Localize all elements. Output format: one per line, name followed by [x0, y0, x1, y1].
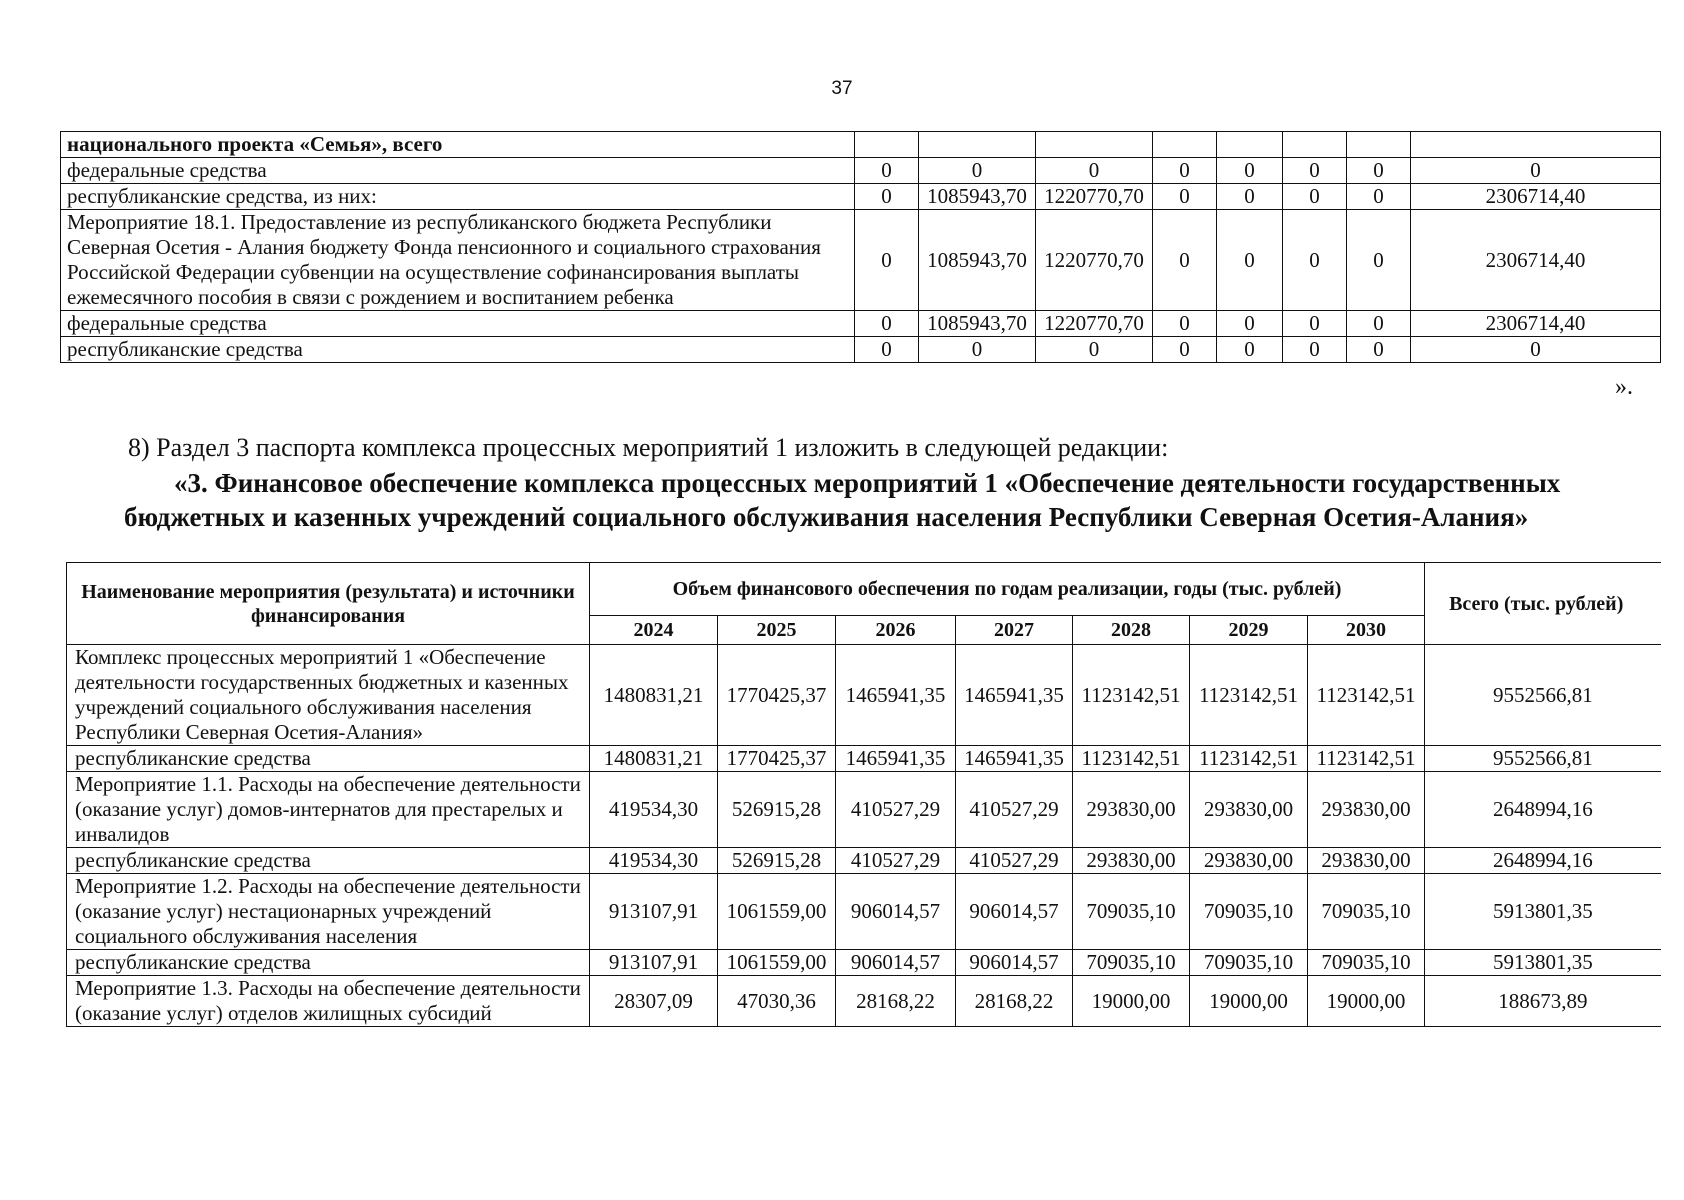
value-cell: 1085943,70 [919, 311, 1036, 337]
value-cell: 1220770,70 [1036, 210, 1153, 311]
value-cell: 1085943,70 [919, 210, 1036, 311]
value-cell: 293830,00 [1308, 772, 1425, 848]
value-cell: 0 [1411, 158, 1661, 184]
value-cell: 0 [1153, 184, 1217, 210]
value-cell: 0 [1153, 311, 1217, 337]
value-cell [1036, 132, 1153, 158]
page-number: 37 [831, 78, 853, 99]
value-cell [1283, 132, 1347, 158]
value-cell: 0 [855, 311, 919, 337]
year-header: 2028 [1073, 616, 1190, 645]
value-cell: 1465941,35 [836, 645, 956, 746]
value-cell: 28168,22 [836, 976, 956, 1027]
row-label: Мероприятие 1.3. Расходы на обеспечение деятельности (оказание услуг) отделов жилищных субсидий [67, 976, 590, 1027]
value-cell: 0 [1411, 337, 1661, 363]
row-label: федеральные средства [61, 158, 855, 184]
value-cell: 0 [1153, 210, 1217, 311]
row-label: республиканские средства [61, 337, 855, 363]
table-row [61, 132, 1661, 158]
header-volume: Объем финансового обеспечения по годам реализации, годы (тыс. рублей) [590, 563, 1425, 616]
row-label: национального проекта «Семья», всего [61, 132, 855, 158]
value-cell: 28307,09 [590, 976, 718, 1027]
value-cell [919, 132, 1036, 158]
value-cell: 1123142,51 [1308, 645, 1425, 746]
total-cell: 2648994,16 [1425, 772, 1661, 848]
value-cell: 1480831,21 [590, 645, 718, 746]
value-cell: 709035,10 [1308, 950, 1425, 976]
value-cell: 293830,00 [1190, 772, 1308, 848]
value-cell: 0 [855, 337, 919, 363]
value-cell: 1061559,00 [718, 874, 836, 950]
intro-text: 8) Раздел 3 паспорта комплекса процессных мероприятий 1 изложить в следующей редакции: [128, 433, 1169, 462]
table-row [67, 950, 1661, 976]
value-cell: 410527,29 [956, 772, 1073, 848]
value-cell: 1465941,35 [956, 645, 1073, 746]
value-cell: 709035,10 [1073, 950, 1190, 976]
value-cell: 906014,57 [836, 950, 956, 976]
value-cell: 1061559,00 [718, 950, 836, 976]
value-cell: 293830,00 [1308, 848, 1425, 874]
total-cell: 9552566,81 [1425, 746, 1661, 772]
value-cell: 0 [1217, 311, 1283, 337]
value-cell [1347, 132, 1411, 158]
value-cell: 28168,22 [956, 976, 1073, 1027]
value-cell: 19000,00 [1073, 976, 1190, 1027]
value-cell: 0 [1283, 210, 1347, 311]
value-cell: 1085943,70 [919, 184, 1036, 210]
table-row [61, 337, 1661, 363]
row-label: Мероприятие 18.1. Предоставление из республиканского бюджета Республики Северная Осетия - Алания бюджету Фонда пенсионного и социального страхования Российской Федерации субвенции на осуществление софинансирования выплаты ежемесячного пособия в связи с рождением и воспитанием ребенка [61, 210, 855, 311]
value-cell [1153, 132, 1217, 158]
value-cell: 906014,57 [956, 950, 1073, 976]
row-label: Мероприятие 1.1. Расходы на обеспечение деятельности (оказание услуг) домов-интернатов для престарелых и инвалидов [67, 772, 590, 848]
value-cell: 19000,00 [1308, 976, 1425, 1027]
value-cell: 0 [1347, 311, 1411, 337]
row-label: республиканские средства [67, 950, 590, 976]
value-cell [855, 132, 919, 158]
table-row [67, 772, 1661, 848]
value-cell: 0 [1036, 158, 1153, 184]
year-header: 2025 [718, 616, 836, 645]
value-cell: 0 [1347, 184, 1411, 210]
value-cell: 1465941,35 [836, 746, 956, 772]
value-cell: 0 [855, 158, 919, 184]
value-cell: 2306714,40 [1411, 184, 1661, 210]
closing-quote: ». [1615, 374, 1633, 400]
value-cell: 0 [1283, 311, 1347, 337]
table-row [67, 746, 1661, 772]
value-cell: 906014,57 [956, 874, 1073, 950]
value-cell: 0 [855, 184, 919, 210]
year-header: 2029 [1190, 616, 1308, 645]
value-cell: 293830,00 [1190, 848, 1308, 874]
value-cell [1217, 132, 1283, 158]
value-cell: 0 [919, 158, 1036, 184]
value-cell: 0 [1217, 337, 1283, 363]
value-cell: 2306714,40 [1411, 210, 1661, 311]
value-cell: 1480831,21 [590, 746, 718, 772]
year-header: 2027 [956, 616, 1073, 645]
value-cell: 0 [855, 210, 919, 311]
row-label: республиканские средства [67, 746, 590, 772]
total-cell: 188673,89 [1425, 976, 1661, 1027]
value-cell: 0 [1036, 337, 1153, 363]
table-row [61, 311, 1661, 337]
value-cell: 0 [1217, 184, 1283, 210]
value-cell: 419534,30 [590, 848, 718, 874]
funding-table-continued [60, 131, 1661, 363]
value-cell: 293830,00 [1073, 848, 1190, 874]
value-cell: 0 [1347, 210, 1411, 311]
value-cell: 47030,36 [718, 976, 836, 1027]
value-cell: 0 [1347, 337, 1411, 363]
header-total: Всего (тыс. рублей) [1425, 563, 1661, 645]
value-cell: 0 [1347, 158, 1411, 184]
total-cell: 9552566,81 [1425, 645, 1661, 746]
value-cell: 0 [919, 337, 1036, 363]
header-name: Наименование мероприятия (результата) и источники финансирования [67, 563, 590, 645]
year-header: 2030 [1308, 616, 1425, 645]
row-label: Комплекс процессных мероприятий 1 «Обеспечение деятельности государственных бюджетных и казенных учреждений социального обслуживания населения Республики Северная Осетия-Алания» [67, 645, 590, 746]
value-cell: 1123142,51 [1190, 746, 1308, 772]
value-cell: 0 [1217, 158, 1283, 184]
row-label: республиканские средства, из них: [61, 184, 855, 210]
row-label: федеральные средства [61, 311, 855, 337]
value-cell: 1220770,70 [1036, 184, 1153, 210]
value-cell: 906014,57 [836, 874, 956, 950]
row-label: республиканские средства [67, 848, 590, 874]
table-row [61, 158, 1661, 184]
value-cell: 1123142,51 [1073, 746, 1190, 772]
value-cell: 913107,91 [590, 874, 718, 950]
year-header: 2026 [836, 616, 956, 645]
row-label: Мероприятие 1.2. Расходы на обеспечение деятельности (оказание услуг) нестационарных учреждений социального обслуживания населения [67, 874, 590, 950]
funding-table [66, 562, 1661, 1027]
total-cell: 5913801,35 [1425, 950, 1661, 976]
value-cell: 2306714,40 [1411, 311, 1661, 337]
table-row [61, 210, 1661, 311]
value-cell: 410527,29 [836, 848, 956, 874]
value-cell: 913107,91 [590, 950, 718, 976]
table-row [67, 645, 1661, 746]
value-cell [1411, 132, 1661, 158]
value-cell: 709035,10 [1308, 874, 1425, 950]
value-cell: 1220770,70 [1036, 311, 1153, 337]
table-row [67, 848, 1661, 874]
value-cell: 293830,00 [1073, 772, 1190, 848]
table-row [67, 976, 1661, 1027]
value-cell: 1123142,51 [1190, 645, 1308, 746]
value-cell: 410527,29 [836, 772, 956, 848]
section-heading: «3. Финансовое обеспечение комплекса процессных мероприятий 1 «Обеспечение деятельности государственных бюджетных и казенных учреждений социального обслуживания населения Республики Северная Осетия-Алания» [124, 468, 1561, 532]
value-cell: 19000,00 [1190, 976, 1308, 1027]
value-cell: 0 [1153, 158, 1217, 184]
value-cell: 1770425,37 [718, 645, 836, 746]
value-cell: 0 [1283, 158, 1347, 184]
value-cell: 1770425,37 [718, 746, 836, 772]
total-cell: 5913801,35 [1425, 874, 1661, 950]
value-cell: 0 [1217, 210, 1283, 311]
table-row [67, 874, 1661, 950]
value-cell: 1465941,35 [956, 746, 1073, 772]
value-cell: 526915,28 [718, 848, 836, 874]
table-row [61, 184, 1661, 210]
value-cell: 0 [1153, 337, 1217, 363]
value-cell: 0 [1283, 337, 1347, 363]
value-cell: 526915,28 [718, 772, 836, 848]
value-cell: 1123142,51 [1308, 746, 1425, 772]
value-cell: 709035,10 [1073, 874, 1190, 950]
value-cell: 419534,30 [590, 772, 718, 848]
value-cell: 709035,10 [1190, 950, 1308, 976]
total-cell: 2648994,16 [1425, 848, 1661, 874]
year-header: 2024 [590, 616, 718, 645]
value-cell: 1123142,51 [1073, 645, 1190, 746]
value-cell: 0 [1283, 184, 1347, 210]
value-cell: 709035,10 [1190, 874, 1308, 950]
value-cell: 410527,29 [956, 848, 1073, 874]
